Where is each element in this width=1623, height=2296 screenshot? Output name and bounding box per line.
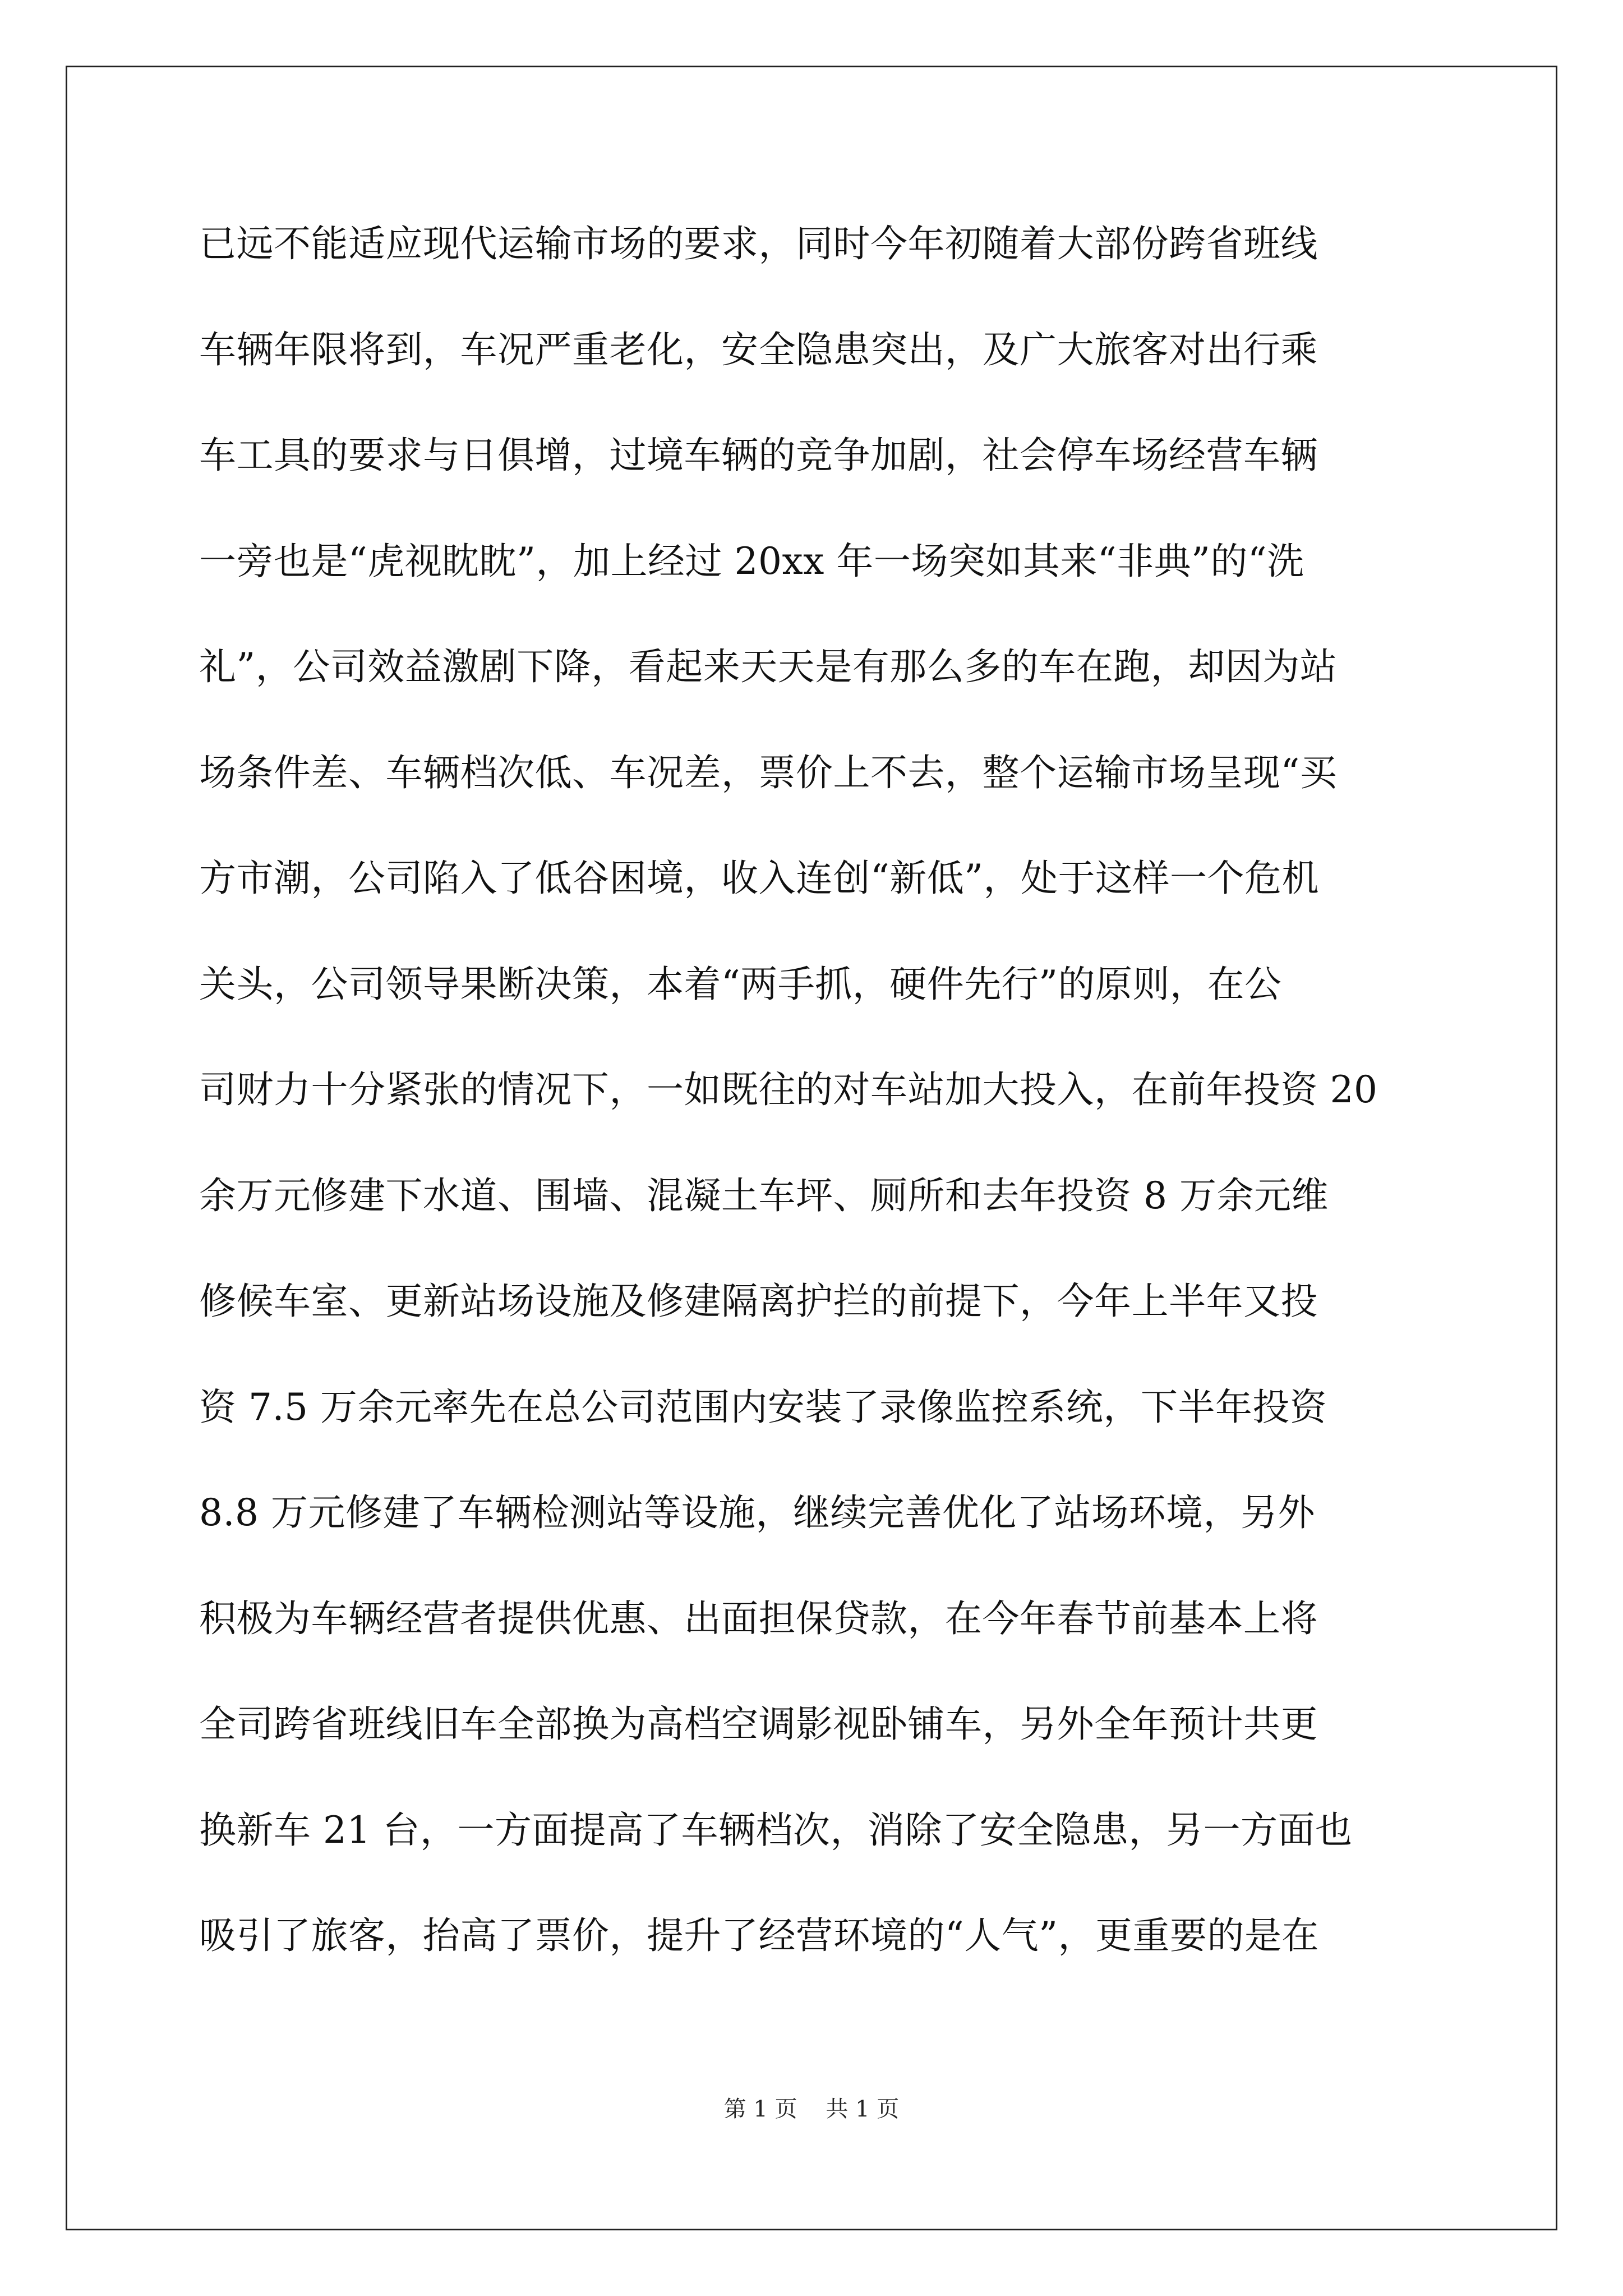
text-line-17: 吸引了旅客，抬高了票价，提升了经营环境的“人气”，更重要的是在 [199,1914,1319,1957]
text-line-13: 8.8 万元修建了车辆检测站等设施，继续完善优化了站场环境，另外 [199,1491,1315,1534]
page-number-footer: 第 1 页 共 1 页 [723,2096,900,2122]
text-line-1: 已远不能适应现代运输市场的要求，同时今年初随着大部份跨省班线 [199,222,1318,265]
text-line-15: 全司跨省班线旧车全部换为高档空调影视卧铺车，另外全年预计共更 [199,1703,1318,1746]
text-line-8: 关头，公司领导果断决策，本着“两手抓，硬件先行”的原则，在公 [199,962,1282,1006]
text-line-3: 车工具的要求与日俱增，过境车辆的竞争加剧，社会停车场经营车辆 [199,434,1318,477]
text-line-4: 一旁也是“虎视眈眈”，加上经过 20xx 年一场突如其来“非典”的“洗 [199,539,1304,583]
text-line-11: 修候车室、更新站场设施及修建隔离护拦的前提下，今年上半年又投 [199,1280,1318,1323]
text-line-14: 积极为车辆经营者提供优惠、出面担保贷款，在今年春节前基本上将 [199,1596,1318,1640]
text-line-16: 换新车 21 台，一方面提高了车辆档次，消除了安全隐患，另一方面也 [199,1808,1353,1852]
text-line-6: 场条件差、车辆档次低、车况差，票价上不去，整个运输市场呈现“买 [199,751,1338,794]
text-line-5: 礼”，公司效益激剧下降，看起来天天是有那么多的车在跑，却因为站 [199,645,1338,688]
text-line-10: 余万元修建下水道、围墙、混凝土车坪、厕所和去年投资 8 万余元维 [199,1174,1329,1217]
text-line-2: 车辆年限将到，车况严重老化，安全隐患突出，及广大旅客对出行乘 [199,328,1318,371]
text-line-12: 资 7.5 万余元率先在总公司范围内安装了录像监控系统，下半年投资 [199,1385,1327,1429]
document-body [199,216,1433,2014]
text-line-9: 司财力十分紧张的情况下，一如既往的对车站加大投入，在前年投资 20 [199,1068,1378,1111]
text-line-7: 方市潮，公司陷入了低谷困境，收入连创“新低”，处于这样一个危机 [199,857,1319,900]
